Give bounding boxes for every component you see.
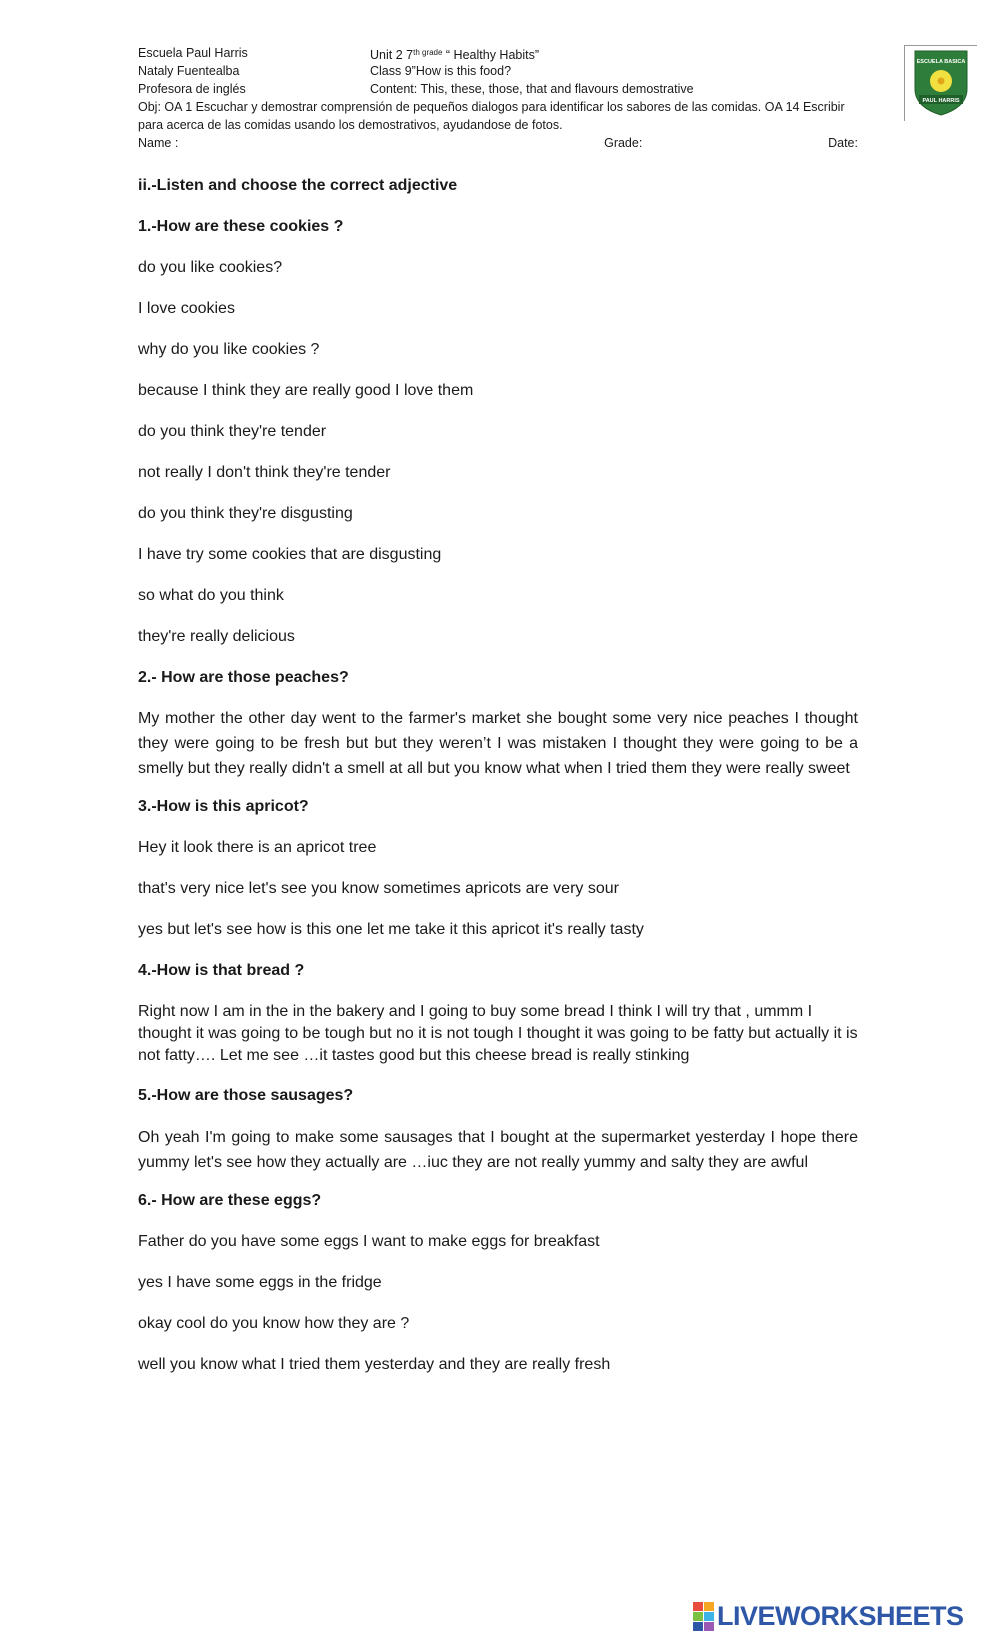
q1-line: I love cookies — [138, 300, 235, 317]
logo-bottom-text: PAUL HARRIS — [922, 98, 960, 104]
q1-line: do you think they're tender — [138, 423, 327, 440]
date-label: Date: — [828, 136, 858, 150]
instructions-heading: ii.-Listen and choose the correct adjective — [138, 177, 458, 194]
name-grade-date-row — [138, 134, 858, 152]
school-logo — [904, 45, 977, 121]
content-line: Content: This, these, those, that and flavours demostrative — [370, 82, 694, 96]
question-4-title: 4.-How is that bread ? — [138, 962, 305, 979]
q3-line: Hey it look there is an apricot tree — [138, 839, 377, 856]
question-2-title: 2.- How are those peaches? — [138, 669, 349, 686]
q1-line: they're really delicious — [138, 628, 295, 645]
class-line: Class 9”How is this food? — [370, 64, 512, 78]
objective-text: Obj: OA 1 Escuchar y demostrar comprensión de pequeños dialogos para identificar los sabores de las comidas. OA 14 Escribir para acerca de las comidas usando los demostrativos, ayudandose de fotos. — [138, 100, 845, 132]
q1-line: do you think they're disgusting — [138, 505, 353, 522]
q1-line: not really I don't think they're tender — [138, 464, 391, 481]
worksheet-content — [138, 172, 858, 1375]
q2-paragraph: My mother the other day went to the farmer's market she bought some very nice peaches I thought they were going to be fresh but but they weren’t I was mistaken I thought they were going to be a smelly but they really didn't a smell at all but you know what when I tried them they were really sweet — [138, 710, 858, 777]
logo-top-text: ESCUELA BASICA — [916, 59, 966, 65]
school-shield-icon — [911, 49, 971, 117]
name-label: Name : — [138, 136, 179, 150]
teacher-role: Profesora de inglés — [138, 82, 246, 96]
q1-line: do you like cookies? — [138, 259, 283, 276]
q1-line: I have try some cookies that are disgusting — [138, 546, 442, 563]
q1-line: because I think they are really good I love them — [138, 382, 474, 399]
unit-line: Unit 2 $7^{th grade}$ “ Healthy Habits” — [370, 48, 540, 62]
teacher-name: Nataly Fuentealba — [138, 64, 240, 78]
q5-paragraph: Oh yeah I'm going to make some sausages that I bought at the supermarket yesterday I hope there yummy let's see how they actually are …iuc they are not really yummy and salty they are awful — [138, 1129, 858, 1171]
q1-line: so what do you think — [138, 587, 284, 604]
worksheet-header — [138, 44, 858, 152]
grade-label: Grade: — [604, 136, 643, 150]
liveworksheets-wordmark: LIVEWORKSHEETS — [717, 1600, 964, 1631]
q6-line: well you know what I tried them yesterday and they are really fresh — [138, 1356, 611, 1373]
q6-line: Father do you have some eggs I want to make eggs for breakfast — [138, 1233, 600, 1250]
q6-line: okay cool do you know how they are ? — [138, 1315, 410, 1332]
q4-paragraph: Right now I am in the in the bakery and I going to buy some bread I think I will try that , ummm I thought it was going to be tough but no it is not tough I thought it was going to be fatty but actually it is not fatty…. Let me see …it tastes good but this cheese bread is really stinking — [138, 1003, 858, 1064]
question-3-title: 3.-How is this apricot? — [138, 798, 309, 815]
question-6-title: 6.- How are these eggs? — [138, 1192, 322, 1209]
q3-line: that's very nice let's see you know sometimes apricots are very sour — [138, 880, 619, 897]
liveworksheets-logo[interactable] — [693, 1601, 993, 1631]
q1-line: why do you like cookies ? — [138, 341, 320, 358]
question-1-title: 1.-How are these cookies ? — [138, 218, 344, 235]
liveworksheets-blocks-icon — [693, 1602, 714, 1631]
q3-line: yes but let's see how is this one let me take it this apricot it's really tasty — [138, 921, 644, 938]
q6-line: yes I have some eggs in the fridge — [138, 1274, 382, 1291]
question-5-title: 5.-How are those sausages? — [138, 1087, 354, 1104]
school-name: Escuela Paul Harris — [138, 46, 248, 60]
